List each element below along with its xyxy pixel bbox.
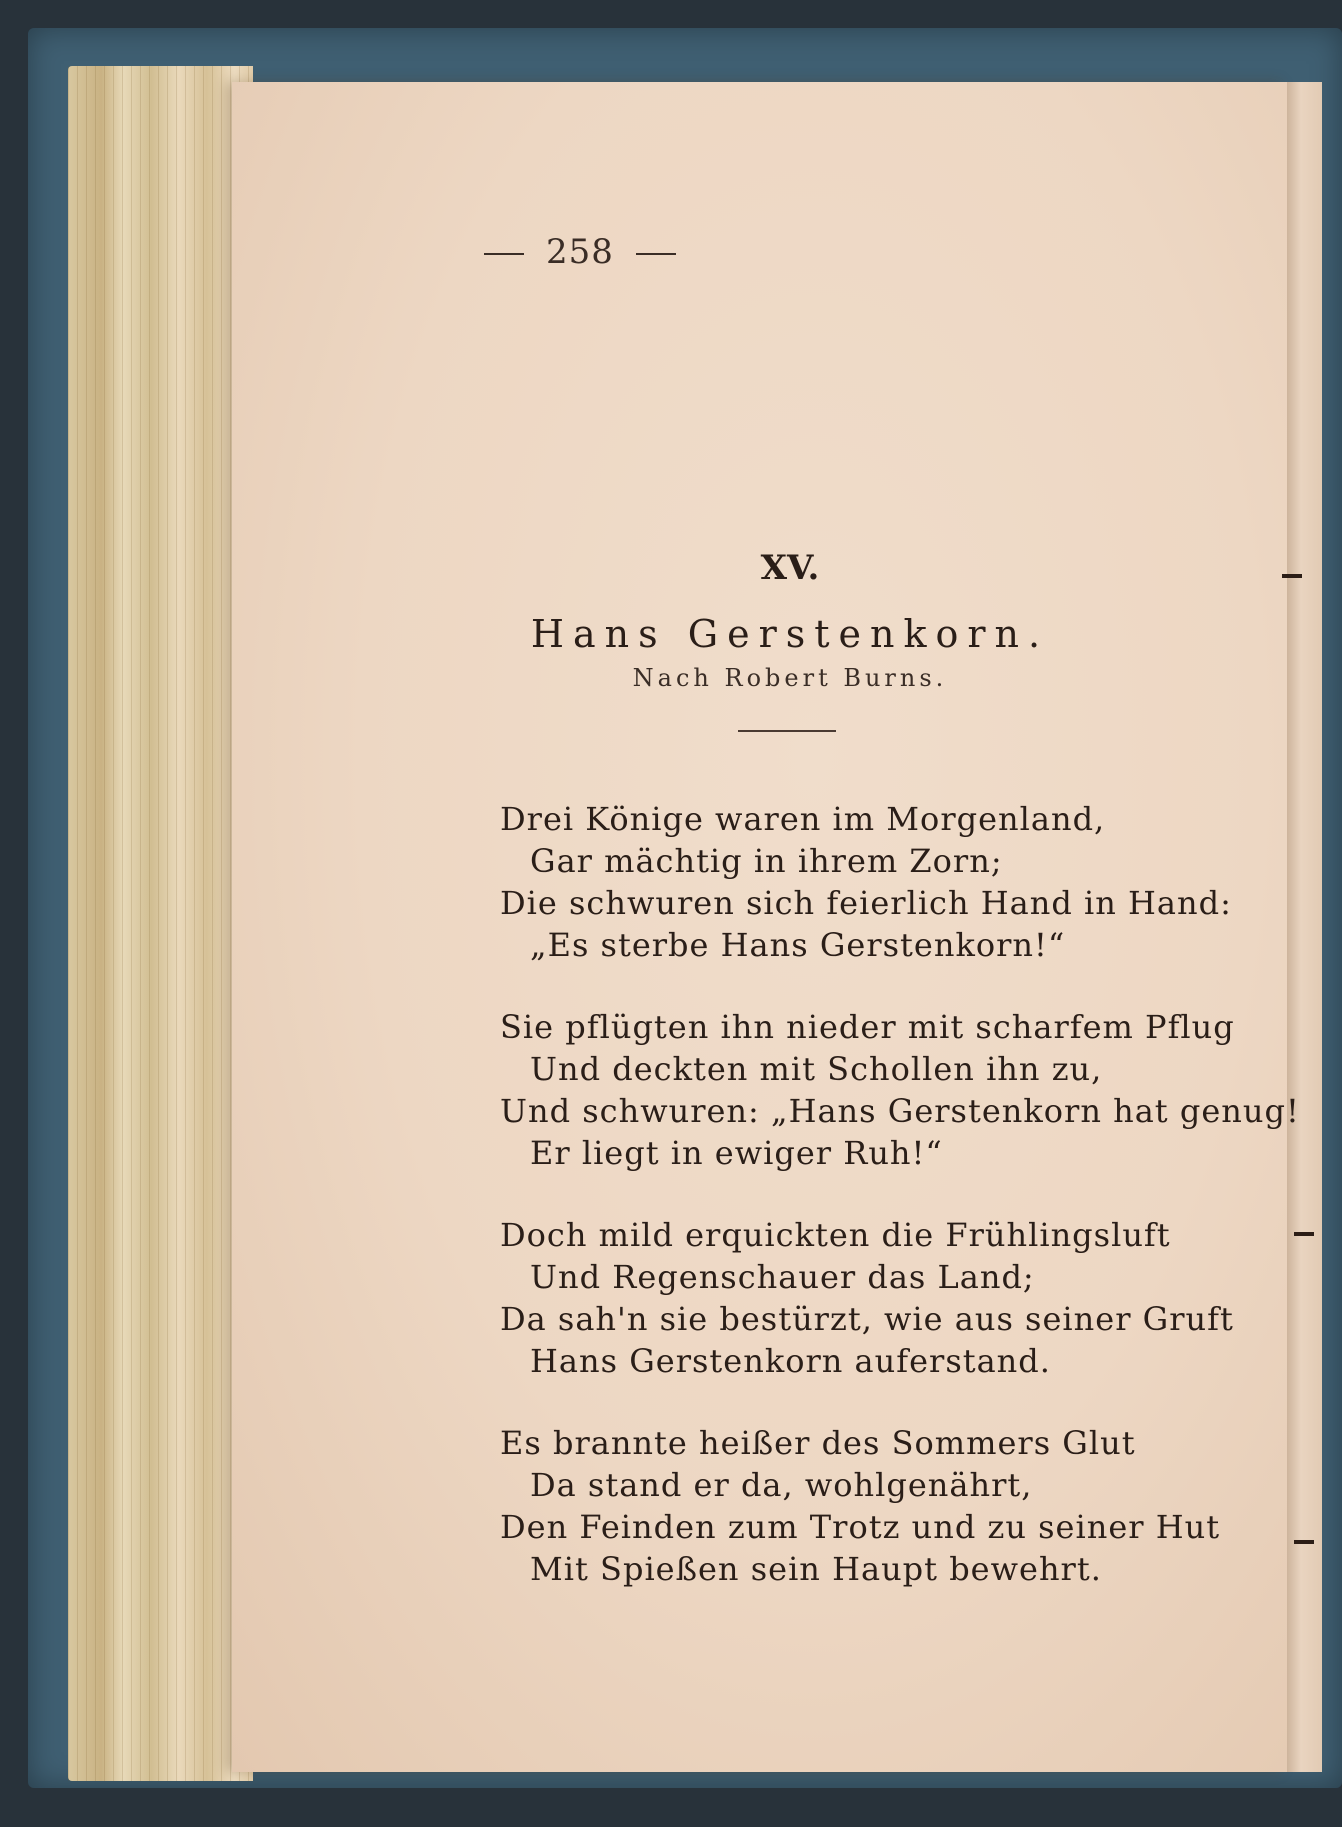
page-edges xyxy=(68,66,253,1781)
next-page-edge xyxy=(1287,82,1322,1772)
title-divider xyxy=(738,730,836,732)
poem-line: Da sah'n sie bestürzt, wie aus seiner Gruft xyxy=(500,1300,1234,1338)
poem-line: Gar mächtig in ihrem Zorn; xyxy=(530,842,1003,880)
poem-line: Den Feinden zum Trotz und zu seiner Hut xyxy=(500,1508,1221,1546)
poem-line: Hans Gerstenkorn auferstand. xyxy=(530,1342,1051,1380)
poem-line: Sie pflügten ihn nieder mit scharfem Pflug xyxy=(500,1008,1235,1046)
poem-line: Drei Könige waren im Morgenland, xyxy=(500,800,1106,838)
poem-line: Es brannte heißer des Sommers Glut xyxy=(500,1424,1136,1462)
poem-line: Und deckten mit Schollen ihn zu, xyxy=(530,1050,1103,1088)
poem-subtitle: Nach Robert Burns. xyxy=(632,664,948,692)
binding-thread-mark xyxy=(1294,1232,1314,1236)
poem-line: Und schwuren: „Hans Gerstenkorn hat genug! xyxy=(500,1092,1300,1130)
poem-line: Mit Spießen sein Haupt bewehrt. xyxy=(530,1550,1102,1588)
poem-line: Doch mild erquickten die Frühlingsluft xyxy=(500,1216,1171,1254)
page-number: 258 xyxy=(0,232,1160,272)
poem-line: Da stand er da, wohlgenährt, xyxy=(530,1466,1033,1504)
poem-line: Die schwuren sich feierlich Hand in Hand: xyxy=(500,884,1232,922)
binding-thread-mark xyxy=(1294,1540,1314,1544)
poem-title: Hans Gerstenkorn. xyxy=(530,612,1050,656)
poem-line: Er liegt in ewiger Ruh!“ xyxy=(530,1134,943,1172)
poem-line: „Es sterbe Hans Gerstenkorn!“ xyxy=(530,926,1066,964)
chapter-number: XV. xyxy=(760,548,820,588)
poem-line: Und Regenschauer das Land; xyxy=(530,1258,1035,1296)
